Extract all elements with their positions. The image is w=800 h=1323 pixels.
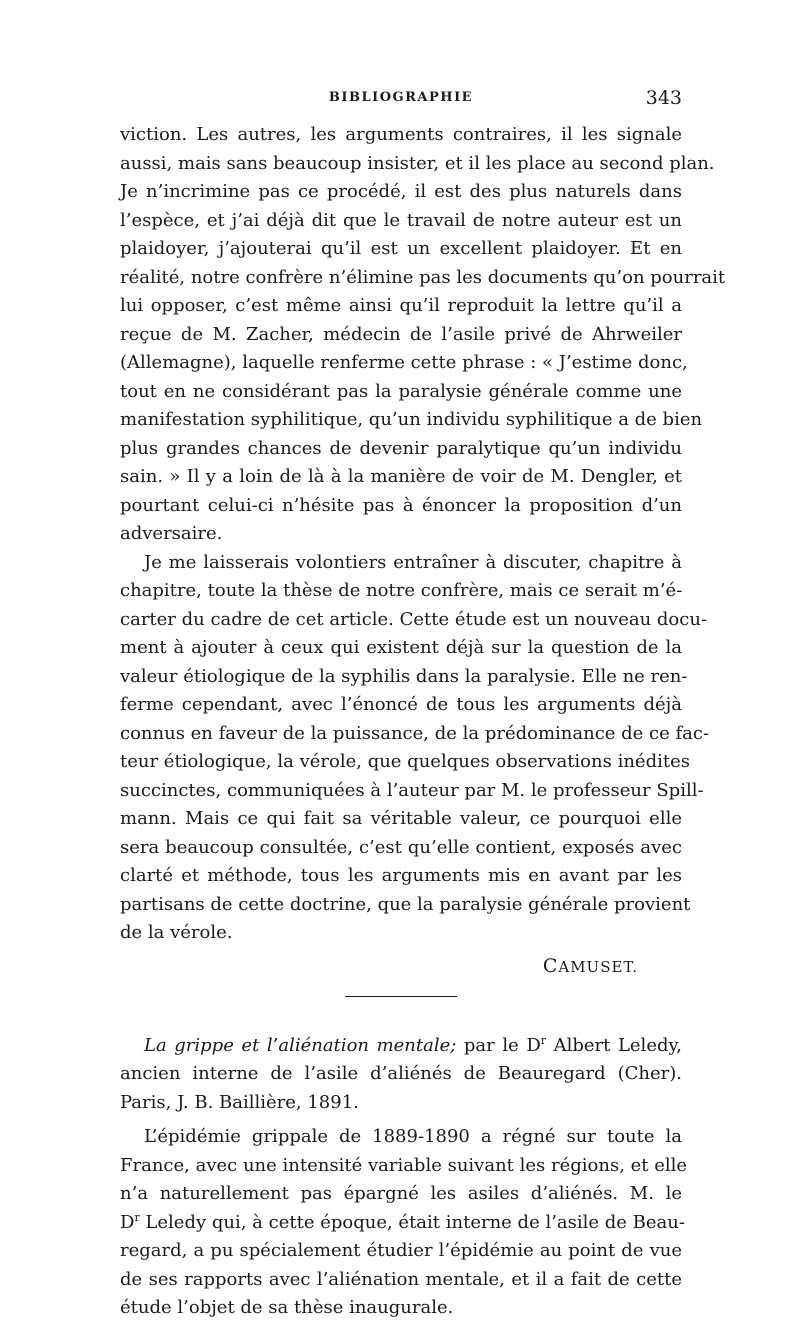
review2-title-line [120, 1032, 682, 1061]
superscript: r [134, 1210, 140, 1224]
text-line: pourtant celui-ci n’hésite pas à énoncer la proposition d’un [120, 494, 682, 516]
text-line: carter du cadre de cet article. Cette étude est un nouveau docu- [120, 608, 708, 630]
review2-title-line: Paris, J. B. Baillière, 1891. [120, 1091, 359, 1113]
review1-paragraph2 [120, 549, 710, 948]
review2-title-line: ancien interne de l’asile d’aliénés de Beauregard (Cher). [120, 1063, 682, 1084]
book-title: La grippe et l’aliénation mentale; [144, 1034, 457, 1056]
text-line: Je n’incrimine pas ce procédé, il est des plus naturels dans [120, 181, 682, 202]
text-line: plus grandes chances de devenir paralytique qu’un individu [120, 437, 682, 459]
text-line [120, 1209, 685, 1238]
text-line: chapitre, toute la thèse de notre confrère, mais ce serait m’é- [120, 580, 683, 601]
text-line: lui opposer, c’est même ainsi qu’il reproduit la lettre qu’il a [120, 295, 682, 316]
text-line: ment à ajouter à ceux qui existent déjà sur la question de la [120, 637, 682, 658]
text-line: l’espèce, et j’ai déjà dit que le travail de notre auteur est un [120, 209, 682, 231]
text-line: clarté et méthode, tous les arguments mis en avant par les [120, 865, 682, 886]
running-title: BIBLIOGRAPHIE [328, 90, 474, 105]
text-line: Je me laisserais volontiers entraîner à discuter, chapitre à [144, 551, 682, 573]
title-superscript: r [540, 1033, 547, 1047]
text-line: réalité, notre confrère n’élimine pas les documents qu’on pourrait [120, 266, 726, 288]
text-line: partisans de cette doctrine, que la paralysie générale provient [120, 893, 691, 915]
title-text: par le D [456, 1034, 541, 1056]
text-line: n’a naturellement pas épargné les asiles d’aliénés. M. le [120, 1183, 682, 1204]
body-text [120, 121, 726, 1323]
text-line: ferme cependant, avec l’énoncé de tous les arguments déjà [120, 694, 682, 715]
text-line: regard, a pu spécialement étudier l’épidémie au point de vue [120, 1240, 682, 1261]
line-text: D [120, 1211, 135, 1233]
text-line: L’épidémie grippale de 1889-1890 a régné sur toute la [144, 1126, 682, 1147]
text-line: viction. Les autres, les arguments contraires, il les signale [120, 124, 682, 145]
reviewer-signature [120, 948, 682, 978]
text-line: valeur étiologique de la syphilis dans la paralysie. Elle ne ren- [120, 665, 688, 687]
text-line: manifestation syphilitique, qu’un individu syphilitique a de bien [120, 409, 703, 430]
text-line: teur étiologique, la vérole, que quelques observations inédites [120, 751, 690, 772]
title-text: Albert Leledy, [546, 1034, 682, 1056]
text-line: connus en faveur de la puissance, de la prédominance de ce fac- [120, 722, 710, 744]
text-line: reçue de M. Zacher, médecin de l’asile privé de Ahrweiler [120, 323, 682, 345]
text-line: étude l’objet de sa thèse inaugurale. [120, 1297, 454, 1318]
text-line: plaidoyer, j’ajouterai qu’il est un excellent plaidoyer. Et en [120, 238, 682, 259]
line-text: Leledy qui, à cette époque, était interne de l’asile de Beau- [139, 1211, 685, 1233]
page-number: 343 [645, 87, 682, 109]
review1-paragraph1 [120, 121, 726, 549]
running-head [120, 87, 682, 114]
review2-heading [120, 1032, 682, 1118]
text-line: adversaire. [120, 523, 223, 544]
signature-initial: C [542, 954, 559, 977]
review2-paragraph1 [120, 1123, 688, 1323]
text-line: tout en ne considérant pas la paralysie générale comme une [120, 380, 682, 402]
text-line: de ses rapports avec l’aliénation mentale, et il a fait de cette [120, 1268, 682, 1290]
text-line: France, avec une intensité variable suivant les régions, et elle [120, 1154, 688, 1176]
text-line: sain. » Il y a loin de là à la manière de voir de M. Dengler, et [120, 466, 682, 487]
text-line: aussi, mais sans beaucoup insister, et il les place au second plan. [120, 152, 715, 174]
text-line: (Allemagne), laquelle renferme cette phrase : « J’estime donc, [120, 352, 688, 373]
text-line: succinctes, communiquées à l’auteur par M. le professeur Spill- [120, 779, 704, 801]
text-line: mann. Mais ce qui fait sa véritable valeur, ce pourquoi elle [120, 808, 682, 829]
text-line: de la vérole. [120, 922, 233, 943]
signature-rest: AMUSET. [558, 957, 638, 976]
text-line: sera beaucoup consultée, c’est qu’elle contient, exposés avec [120, 836, 682, 858]
section-divider [345, 996, 457, 997]
